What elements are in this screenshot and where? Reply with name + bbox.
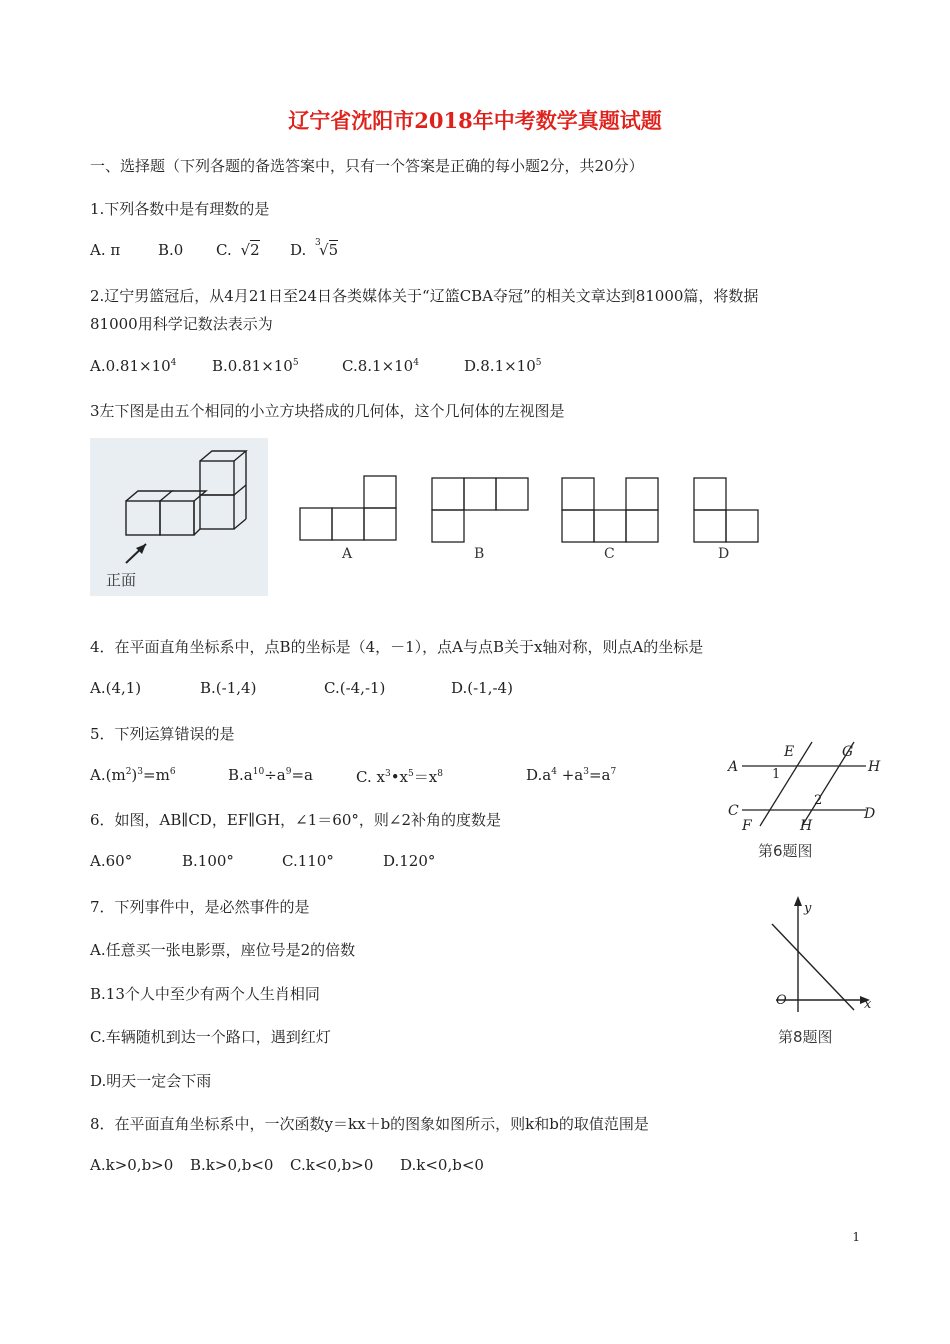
question-6-stem: 6．如图，AB∥CD，EF∥GH，∠1＝60°，则∠2补角的度数是 — [90, 811, 501, 829]
question-2-options — [90, 357, 690, 379]
option-b: B.(-1,4) — [200, 679, 257, 697]
question-8-figure — [758, 892, 878, 1052]
section-heading: 一、选择题（下列各题的备选答案中，只有一个答案是正确的每小题2分，共20分） — [90, 157, 644, 175]
view-d-label: D — [718, 546, 730, 562]
view-a-label: A — [342, 546, 353, 562]
view-b-label: B — [474, 546, 485, 562]
question-7-stem: 7．下列事件中，是必然事件的是 — [90, 898, 310, 916]
view-c-drawing — [558, 474, 668, 544]
question-5-options — [90, 766, 650, 788]
linear-function-graph — [758, 892, 878, 1052]
view-option-b — [428, 474, 538, 564]
option-a: A.任意买一张电影票，座位号是2的倍数 — [90, 941, 356, 959]
question-1-options — [90, 238, 490, 263]
option-c: $C.8.1\times 10^4$ — [342, 357, 419, 375]
view-option-c — [558, 474, 668, 564]
option-d: $D.a^4 +a^3=a^7$ — [526, 766, 617, 784]
option-b: B.13个人中至少有两个人生肖相同 — [90, 985, 320, 1003]
svg-text:G: G — [842, 744, 854, 760]
question-1-stem: 1.下列各数中是有理数的是 — [90, 200, 270, 218]
question-5-stem: 5．下列运算错误的是 — [90, 725, 235, 743]
question-8-options — [90, 1156, 510, 1178]
svg-text:x: x — [864, 997, 872, 1012]
question-8-stem: 8．在平面直角坐标系中，一次函数y＝kx＋b的图象如图所示，则k和b的取值范围是 — [90, 1115, 649, 1133]
question-4-options — [90, 679, 590, 701]
solid-figure — [90, 438, 268, 596]
svg-text:2: 2 — [814, 793, 823, 808]
question-4-stem: 4．在平面直角坐标系中，点B的坐标是（4，－1），点A与点B关于x轴对称，则点A的坐标是 — [90, 638, 704, 656]
question-6-figure — [726, 738, 881, 868]
option-b: $B.a^{10}\div a^9=a$ — [228, 766, 313, 784]
svg-text:H: H — [868, 759, 881, 775]
option-d: D.明天一定会下雨 — [90, 1072, 212, 1090]
page-number: 1 — [852, 1230, 860, 1244]
option-b: B.k>0,b<0 — [190, 1156, 274, 1174]
svg-text:O: O — [776, 993, 787, 1008]
view-c-label: C — [604, 546, 615, 562]
sqrt-symbol: √2 — [240, 241, 260, 259]
view-a-drawing — [296, 474, 406, 544]
option-a: $A.0.81\times 10^4$ — [90, 357, 177, 375]
view-d-drawing — [690, 474, 770, 544]
cube-root-symbol: 3 √5 — [315, 238, 339, 259]
option-c: C.(-4,-1) — [324, 679, 386, 697]
view-b-drawing — [428, 474, 538, 544]
svg-text:A: A — [728, 759, 739, 775]
front-label: 正面 — [106, 571, 137, 589]
option-d: D.k<0,b<0 — [400, 1156, 484, 1174]
page-title: 辽宁省沈阳市2018年中考数学真题试题 — [288, 108, 662, 133]
view-option-a — [296, 474, 406, 564]
question-2-stem-cont: 81000用科学记数法表示为 — [90, 315, 273, 333]
option-b: $B.0.81\times 10^5$ — [212, 357, 299, 375]
option-b: B.0 — [158, 241, 184, 259]
question-3-stem: 3左下图是由五个相同的小立方块搭成的几何体，这个几何体的左视图是 — [90, 402, 565, 420]
svg-text:y: y — [804, 901, 812, 916]
svg-text:F: F — [742, 818, 752, 834]
option-d: $D.8.1\times 10^5$ — [464, 357, 542, 375]
option-c: C.k<0,b>0 — [290, 1156, 374, 1174]
option-c: C. √2 — [216, 241, 260, 259]
parallel-lines-drawing — [726, 738, 881, 868]
option-c: C. $x^3•x^5=x^8$ — [356, 768, 443, 786]
option-d: D.(-1,-4) — [451, 679, 513, 697]
option-c: C.车辆随机到达一个路口，遇到红灯 — [90, 1028, 331, 1046]
svg-text:C: C — [728, 803, 739, 819]
view-option-d — [690, 474, 770, 564]
option-c: C.110° — [282, 852, 334, 870]
svg-text:1: 1 — [772, 767, 781, 782]
option-a: A.60° — [90, 852, 133, 870]
svg-text:D: D — [864, 806, 876, 822]
option-d: D. 3 √5 — [290, 238, 339, 259]
option-a: A. π — [90, 241, 121, 259]
option-a: A.k>0,b>0 — [90, 1156, 174, 1174]
option-a: $A.(m^2)^3=m^6$ — [90, 766, 176, 784]
svg-text:E: E — [784, 744, 795, 760]
option-b: B.100° — [182, 852, 234, 870]
svg-text:H: H — [800, 818, 813, 834]
question-2-stem: 2.辽宁男篮冠后，从4月21日至24日各类媒体关于“辽篮CBA夺冠”的相关文章达到81000篇，将数据 — [90, 287, 759, 305]
figure-8-caption: 第8题图 — [778, 1028, 833, 1046]
question-6-options — [90, 852, 490, 874]
figure-6-caption: 第6题图 — [758, 842, 813, 860]
option-d: D.120° — [383, 852, 436, 870]
option-a: A.(4,1) — [90, 679, 142, 697]
cube-stack-drawing — [90, 438, 268, 596]
